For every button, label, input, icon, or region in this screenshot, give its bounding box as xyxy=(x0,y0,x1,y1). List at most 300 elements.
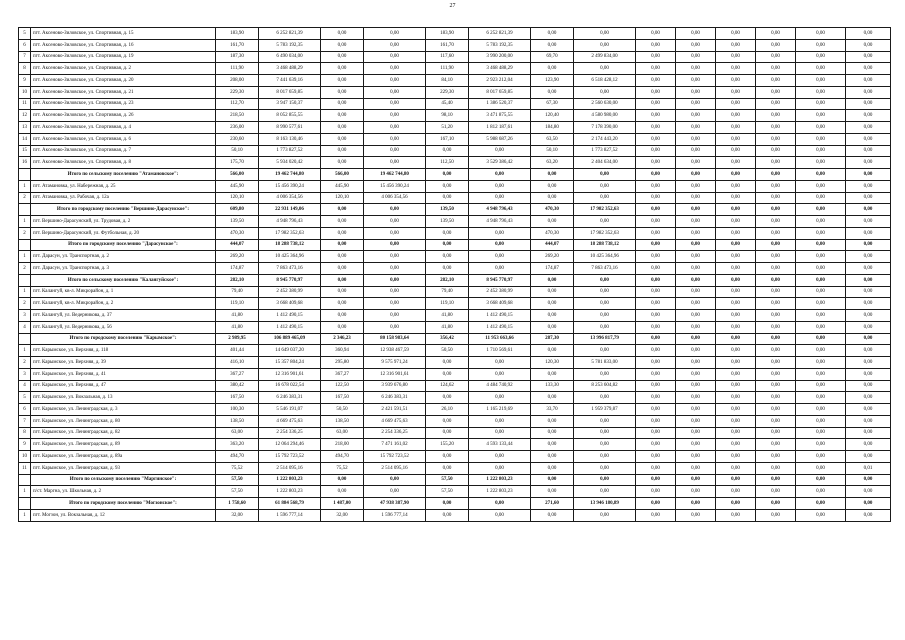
value-cell: 139,50 xyxy=(426,216,469,228)
subtotal-label-cell: Итого по городскому поселению "Могзонское": xyxy=(31,498,216,510)
table-row-total xyxy=(19,474,891,486)
value-cell: 0,00 xyxy=(716,415,756,427)
value-cell: 0,00 xyxy=(846,227,891,239)
value-cell: 0,00 xyxy=(636,75,676,87)
value-cell: 0,00 xyxy=(364,251,426,263)
value-cell: 15 792 723,52 xyxy=(364,451,426,463)
value-cell: 0,00 xyxy=(756,404,796,416)
value-cell: 0,00 xyxy=(636,86,676,98)
value-cell: 0,00 xyxy=(574,298,636,310)
value-cell: 3 668 409,68 xyxy=(469,298,531,310)
value-cell: 0,00 xyxy=(796,345,846,357)
value-cell: 0,00 xyxy=(796,298,846,310)
value-cell: 0,00 xyxy=(756,227,796,239)
value-cell: 0,00 xyxy=(531,39,574,51)
value-cell: 0,00 xyxy=(321,298,364,310)
value-cell: 0,00 xyxy=(846,368,891,380)
value-cell: 0,00 xyxy=(636,98,676,110)
value-cell: 0,00 xyxy=(636,345,676,357)
value-cell: 1 959 379,87 xyxy=(574,404,636,416)
value-cell: 139,50 xyxy=(216,216,259,228)
value-cell: 0,00 xyxy=(574,509,636,521)
value-cell: 0,00 xyxy=(676,63,716,75)
value-cell: 0,00 xyxy=(676,133,716,145)
value-cell: 184,80 xyxy=(531,122,574,134)
value-cell: 0,00 xyxy=(321,63,364,75)
value-cell: 0,00 xyxy=(426,192,469,204)
value-cell: 57,50 xyxy=(216,486,259,498)
value-cell: 0,00 xyxy=(796,86,846,98)
value-cell: 0,00 xyxy=(796,51,846,63)
value-cell: 75,52 xyxy=(216,462,259,474)
value-cell: 0,00 xyxy=(531,28,574,40)
value-cell: 0,00 xyxy=(531,345,574,357)
value-cell: 0,00 xyxy=(321,122,364,134)
value-cell: 0,00 xyxy=(716,321,756,333)
value-cell: 0,00 xyxy=(716,145,756,157)
value-cell: 0,00 xyxy=(531,169,574,181)
table-row xyxy=(19,286,891,298)
value-cell: 1 812 187,61 xyxy=(469,122,531,134)
value-cell: 0,00 xyxy=(756,192,796,204)
value-cell: 0,00 xyxy=(636,51,676,63)
value-cell: 119,10 xyxy=(216,298,259,310)
table-row xyxy=(19,98,891,110)
value-cell: 15 357 804,24 xyxy=(259,357,321,369)
value-cell: 7 863 473,16 xyxy=(574,263,636,275)
value-cell: 0,00 xyxy=(846,392,891,404)
subtotal-label-cell: Итого по сельскому поселению "Атамановское": xyxy=(31,169,216,181)
value-cell: 2 346,23 xyxy=(321,333,364,345)
value-cell: 0,00 xyxy=(531,451,574,463)
value-cell: 0,00 xyxy=(676,404,716,416)
value-cell: 17 982 352,63 xyxy=(259,227,321,239)
value-cell: 0,00 xyxy=(796,133,846,145)
value-cell: 0,00 xyxy=(676,451,716,463)
value-cell: 0,00 xyxy=(756,486,796,498)
value-cell: 0,00 xyxy=(321,239,364,251)
value-cell: 0,00 xyxy=(846,263,891,275)
address-cell: пгт. Карымское, ул. Верхняя, д. 39 xyxy=(31,357,216,369)
value-cell: 15 456 390,24 xyxy=(259,180,321,192)
value-cell: 1 222 803,23 xyxy=(259,474,321,486)
value-cell: 0,00 xyxy=(756,169,796,181)
address-cell: пгт. Карымское, ул. Ленинградская, д. 80 xyxy=(31,415,216,427)
value-cell: 0,00 xyxy=(756,86,796,98)
value-cell: 0,00 xyxy=(676,321,716,333)
value-cell: 0,00 xyxy=(321,86,364,98)
value-cell: 0,00 xyxy=(574,180,636,192)
value-cell: 0,00 xyxy=(531,180,574,192)
value-cell: 0,00 xyxy=(716,63,756,75)
value-cell: 0,00 xyxy=(636,509,676,521)
value-cell: 1 596 777,14 xyxy=(259,509,321,521)
row-number-cell xyxy=(19,169,31,181)
value-cell: 0,00 xyxy=(574,474,636,486)
value-cell: 7 863 473,16 xyxy=(259,263,321,275)
value-cell: 0,00 xyxy=(636,145,676,157)
value-cell: 0,00 xyxy=(846,39,891,51)
value-cell: 0,00 xyxy=(321,474,364,486)
housing-register-table xyxy=(18,27,891,522)
table-body xyxy=(19,28,891,522)
table-row xyxy=(19,345,891,357)
value-cell: 0,00 xyxy=(676,298,716,310)
value-cell: 7 441 639,16 xyxy=(259,75,321,87)
value-cell: 0,00 xyxy=(676,216,716,228)
table-row xyxy=(19,227,891,239)
row-number-cell: 2 xyxy=(19,192,31,204)
value-cell: 2 560 630,00 xyxy=(574,98,636,110)
value-cell: 0,00 xyxy=(531,415,574,427)
value-cell: 0,00 xyxy=(531,216,574,228)
value-cell: 0,00 xyxy=(574,39,636,51)
value-cell: 0,00 xyxy=(716,298,756,310)
address-cell: пгт. Калангуй, кв-л. Микрорайон, д. 1 xyxy=(31,286,216,298)
value-cell: 0,00 xyxy=(676,192,716,204)
value-cell: 0,00 xyxy=(756,392,796,404)
value-cell: 0,00 xyxy=(676,180,716,192)
value-cell: 0,00 xyxy=(716,192,756,204)
value-cell: 0,00 xyxy=(676,509,716,521)
value-cell: 0,00 xyxy=(574,192,636,204)
value-cell: 0,00 xyxy=(716,286,756,298)
value-cell: 0,00 xyxy=(426,169,469,181)
value-cell: 0,00 xyxy=(364,321,426,333)
table-row xyxy=(19,28,891,40)
value-cell: 67,30 xyxy=(531,98,574,110)
value-cell: 0,00 xyxy=(531,298,574,310)
value-cell: 0,00 xyxy=(676,39,716,51)
address-cell: п/ст. Маргна, ул. Школьная, д. 2 xyxy=(31,486,216,498)
value-cell: 0,00 xyxy=(574,415,636,427)
value-cell: 0,00 xyxy=(321,251,364,263)
value-cell: 2 452 380,99 xyxy=(259,286,321,298)
value-cell: 230,60 xyxy=(216,133,259,145)
value-cell: 0,00 xyxy=(426,392,469,404)
value-cell: 0,00 xyxy=(716,474,756,486)
value-cell: 1 165 219,69 xyxy=(469,404,531,416)
table-row xyxy=(19,439,891,451)
value-cell: 17 982 352,63 xyxy=(574,204,636,216)
table-row xyxy=(19,75,891,87)
value-cell: 138,50 xyxy=(216,415,259,427)
address-cell: пгт. Аксеново-Зиловское, ул. Спортивная, д. 19 xyxy=(31,51,216,63)
value-cell: 50,50 xyxy=(426,345,469,357)
value-cell: 218,50 xyxy=(216,110,259,122)
value-cell: 0,00 xyxy=(716,439,756,451)
value-cell: 0,00 xyxy=(676,357,716,369)
value-cell: 0,00 xyxy=(364,39,426,51)
value-cell: 0,00 xyxy=(756,427,796,439)
value-cell: 0,00 xyxy=(364,122,426,134)
value-cell: 0,00 xyxy=(846,474,891,486)
value-cell: 122,50 xyxy=(321,380,364,392)
value-cell: 187,30 xyxy=(216,51,259,63)
value-cell: 45,40 xyxy=(426,98,469,110)
value-cell: 4 006 354,56 xyxy=(259,192,321,204)
value-cell: 0,00 xyxy=(321,75,364,87)
value-cell: 138,50 xyxy=(321,415,364,427)
value-cell: 0,00 xyxy=(796,157,846,169)
value-cell: 32,00 xyxy=(216,509,259,521)
value-cell: 470,30 xyxy=(531,227,574,239)
value-cell: 0,00 xyxy=(796,28,846,40)
value-cell: 0,00 xyxy=(846,51,891,63)
value-cell: 0,00 xyxy=(426,427,469,439)
value-cell: 2 174 443,20 xyxy=(574,133,636,145)
value-cell: 63,00 xyxy=(216,427,259,439)
value-cell: 0,00 xyxy=(574,86,636,98)
value-cell: 0,00 xyxy=(426,357,469,369)
row-number-cell: 2 xyxy=(19,357,31,369)
value-cell: 0,00 xyxy=(846,180,891,192)
value-cell: 4 948 796,43 xyxy=(259,216,321,228)
value-cell: 445,90 xyxy=(216,180,259,192)
value-cell: 0,00 xyxy=(796,486,846,498)
value-cell: 119,10 xyxy=(426,298,469,310)
value-cell: 0,00 xyxy=(796,321,846,333)
value-cell: 41,80 xyxy=(426,310,469,322)
value-cell: 1 758,60 xyxy=(216,498,259,510)
value-cell: 79,40 xyxy=(426,286,469,298)
value-cell: 10 425 364,96 xyxy=(259,251,321,263)
value-cell: 0,00 xyxy=(676,392,716,404)
value-cell: 0,00 xyxy=(469,368,531,380)
value-cell: 0,00 xyxy=(321,263,364,275)
address-cell: пгт. Могзон, ул. Вокзальная, д. 12 xyxy=(31,509,216,521)
value-cell: 6 490 034,00 xyxy=(259,51,321,63)
value-cell: 0,00 xyxy=(636,204,676,216)
value-cell: 8 253 604,82 xyxy=(574,380,636,392)
value-cell: 0,00 xyxy=(364,63,426,75)
value-cell: 5 783 192,35 xyxy=(469,39,531,51)
value-cell: 0,00 xyxy=(796,122,846,134)
value-cell: 0,00 xyxy=(364,86,426,98)
value-cell: 566,00 xyxy=(216,169,259,181)
row-number-cell: 10 xyxy=(19,451,31,463)
value-cell: 0,00 xyxy=(796,98,846,110)
value-cell: 50,10 xyxy=(531,145,574,157)
value-cell: 208,00 xyxy=(216,75,259,87)
row-number-cell: 1 xyxy=(19,509,31,521)
value-cell: 0,00 xyxy=(846,427,891,439)
value-cell: 0,00 xyxy=(796,474,846,486)
value-cell: 0,00 xyxy=(756,133,796,145)
value-cell: 0,00 xyxy=(321,133,364,145)
value-cell: 0,00 xyxy=(676,427,716,439)
value-cell: 0,00 xyxy=(636,157,676,169)
value-cell: 0,00 xyxy=(796,427,846,439)
value-cell: 0,00 xyxy=(756,75,796,87)
value-cell: 5 783 192,35 xyxy=(259,39,321,51)
value-cell: 0,00 xyxy=(469,498,531,510)
value-cell: 1 487,00 xyxy=(321,498,364,510)
value-cell: 470,30 xyxy=(531,204,574,216)
value-cell: 0,00 xyxy=(636,192,676,204)
value-cell: 0,00 xyxy=(676,145,716,157)
value-cell: 0,00 xyxy=(636,122,676,134)
value-cell: 3 468 488,29 xyxy=(469,63,531,75)
value-cell: 106 889 465,09 xyxy=(259,333,321,345)
row-number-cell: 11 xyxy=(19,98,31,110)
value-cell: 0,00 xyxy=(756,216,796,228)
value-cell: 6 518 428,12 xyxy=(574,75,636,87)
value-cell: 124,62 xyxy=(426,380,469,392)
value-cell: 6 246 383,31 xyxy=(364,392,426,404)
row-number-cell: 7 xyxy=(19,415,31,427)
value-cell: 0,00 xyxy=(636,251,676,263)
value-cell: 0,00 xyxy=(636,439,676,451)
value-cell: 0,00 xyxy=(846,157,891,169)
value-cell: 3 529 386,42 xyxy=(469,157,531,169)
value-cell: 0,00 xyxy=(321,145,364,157)
value-cell: 0,00 xyxy=(321,110,364,122)
value-cell: 0,00 xyxy=(426,251,469,263)
value-cell: 0,00 xyxy=(636,263,676,275)
value-cell: 0,00 xyxy=(796,75,846,87)
value-cell: 0,00 xyxy=(636,415,676,427)
value-cell: 0,00 xyxy=(531,286,574,298)
value-cell: 416,10 xyxy=(216,357,259,369)
value-cell: 0,00 xyxy=(756,110,796,122)
value-cell: 0,00 xyxy=(321,39,364,51)
value-cell: 0,00 xyxy=(469,415,531,427)
value-cell: 0,00 xyxy=(531,439,574,451)
value-cell: 174,87 xyxy=(531,263,574,275)
table-row xyxy=(19,216,891,228)
table-row xyxy=(19,415,891,427)
value-cell: 363,20 xyxy=(216,439,259,451)
value-cell: 0,00 xyxy=(846,509,891,521)
value-cell: 1 386 520,37 xyxy=(469,98,531,110)
value-cell: 51,20 xyxy=(426,122,469,134)
value-cell: 0,00 xyxy=(321,98,364,110)
value-cell: 1 222 803,23 xyxy=(259,486,321,498)
value-cell: 0,00 xyxy=(574,286,636,298)
table-row xyxy=(19,486,891,498)
value-cell: 0,00 xyxy=(716,509,756,521)
value-cell: 0,00 xyxy=(716,451,756,463)
value-cell: 0,00 xyxy=(796,404,846,416)
value-cell: 0,00 xyxy=(574,462,636,474)
value-cell: 0,00 xyxy=(636,63,676,75)
value-cell: 4 593 133,44 xyxy=(469,439,531,451)
value-cell: 4 669 475,63 xyxy=(364,415,426,427)
value-cell: 133,30 xyxy=(531,380,574,392)
value-cell: 0,00 xyxy=(469,357,531,369)
address-cell: пгт. Атамановка, ул. Рабочая, д. 12а xyxy=(31,192,216,204)
value-cell: 9 575 971,24 xyxy=(364,357,426,369)
value-cell: 0,00 xyxy=(796,286,846,298)
value-cell: 0,00 xyxy=(574,28,636,40)
value-cell: 0,00 xyxy=(796,39,846,51)
value-cell: 0,00 xyxy=(676,86,716,98)
value-cell: 0,00 xyxy=(796,333,846,345)
table-row xyxy=(19,157,891,169)
value-cell: 0,00 xyxy=(574,368,636,380)
row-number-cell: 8 xyxy=(19,63,31,75)
value-cell: 2 254 336,25 xyxy=(364,427,426,439)
table-row xyxy=(19,110,891,122)
value-cell: 0,00 xyxy=(716,51,756,63)
address-cell: пгт. Карымское, ул. Ленинградская, д. 89а xyxy=(31,451,216,463)
row-number-cell: 15 xyxy=(19,145,31,157)
value-cell: 2 923 212,04 xyxy=(469,75,531,87)
value-cell: 0,00 xyxy=(796,180,846,192)
value-cell: 0,00 xyxy=(846,169,891,181)
value-cell: 0,00 xyxy=(364,98,426,110)
value-cell: 1 773 827,52 xyxy=(574,145,636,157)
table-row xyxy=(19,122,891,134)
value-cell: 0,00 xyxy=(676,380,716,392)
value-cell: 0,00 xyxy=(756,251,796,263)
value-cell: 41,80 xyxy=(426,321,469,333)
value-cell: 0,00 xyxy=(676,263,716,275)
value-cell: 0,00 xyxy=(846,110,891,122)
table-row xyxy=(19,63,891,75)
value-cell: 10 425 364,96 xyxy=(574,251,636,263)
value-cell: 0,00 xyxy=(636,474,676,486)
value-cell: 0,00 xyxy=(636,321,676,333)
value-cell: 0,00 xyxy=(574,486,636,498)
value-cell: 167,10 xyxy=(426,133,469,145)
value-cell: 2 514 095,16 xyxy=(364,462,426,474)
value-cell: 17 982 352,63 xyxy=(574,227,636,239)
value-cell: 229,30 xyxy=(426,86,469,98)
value-cell: 444,07 xyxy=(531,239,574,251)
address-cell: пгт. Дарасун, ул. Транспортная, д. 3 xyxy=(31,263,216,275)
value-cell: 0,00 xyxy=(636,451,676,463)
table-row xyxy=(19,251,891,263)
value-cell: 111,90 xyxy=(216,63,259,75)
value-cell: 175,70 xyxy=(216,157,259,169)
value-cell: 0,00 xyxy=(846,310,891,322)
value-cell: 0,00 xyxy=(716,392,756,404)
value-cell: 0,00 xyxy=(469,392,531,404)
value-cell: 2 499 834,00 xyxy=(574,51,636,63)
value-cell: 57,50 xyxy=(216,474,259,486)
subtotal-label-cell: Итого по городскому поселению "Вершино-Дарасунское": xyxy=(31,204,216,216)
value-cell: 1 710 569,61 xyxy=(469,345,531,357)
value-cell: 0,00 xyxy=(321,28,364,40)
value-cell: 1 412 490,15 xyxy=(259,321,321,333)
value-cell: 84,10 xyxy=(426,75,469,87)
value-cell: 0,00 xyxy=(716,98,756,110)
value-cell: 57,50 xyxy=(426,474,469,486)
value-cell: 0,00 xyxy=(426,227,469,239)
value-cell: 0,00 xyxy=(756,28,796,40)
value-cell: 0,00 xyxy=(426,509,469,521)
value-cell: 0,00 xyxy=(756,286,796,298)
value-cell: 0,00 xyxy=(796,509,846,521)
table-row xyxy=(19,357,891,369)
address-cell: пгт. Карымское, ул. Верхняя, д. 41 xyxy=(31,368,216,380)
value-cell: 3 668 409,68 xyxy=(259,298,321,310)
table-row xyxy=(19,86,891,98)
address-cell: пгт. Аксеново-Зиловское, ул. Спортивная, д. 15 xyxy=(31,28,216,40)
value-cell: 0,00 xyxy=(756,357,796,369)
value-cell: 0,00 xyxy=(364,51,426,63)
value-cell: 0,00 xyxy=(531,486,574,498)
value-cell: 0,00 xyxy=(716,486,756,498)
value-cell: 0,00 xyxy=(574,310,636,322)
value-cell: 0,00 xyxy=(636,498,676,510)
table-row xyxy=(19,39,891,51)
value-cell: 0,00 xyxy=(574,63,636,75)
value-cell: 0,00 xyxy=(676,462,716,474)
value-cell: 0,00 xyxy=(716,357,756,369)
